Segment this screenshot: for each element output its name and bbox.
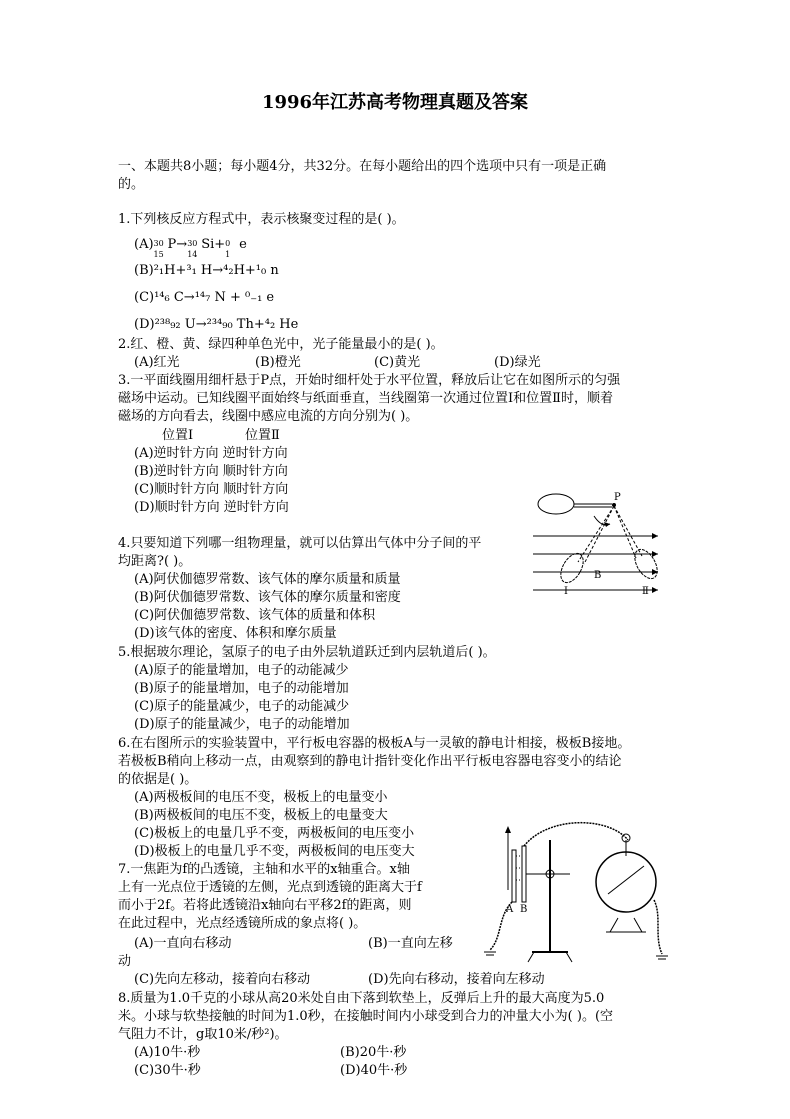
symbol: Si+ (201, 237, 226, 252)
q4-line1: 4.只要知道下列哪一组物理量，就可以估算出气体中分子间的平 (118, 536, 482, 551)
q6-line3: 的依据是( )。 (118, 772, 198, 787)
q2-option-b: (B)橙光 (255, 355, 301, 370)
q1-a-nuclide-e (225, 238, 239, 259)
q7-line2: 上有一光点位于透镜的左侧，光点到透镜的距离大于f (118, 880, 422, 895)
q3-fig-label-b: B (594, 570, 602, 581)
q5-option-d: (D)原子的能量减少，电子的动能增加 (134, 717, 350, 732)
q7-option-b: (B)一直向左移 (368, 936, 453, 951)
q3-option-a: (A)逆时针方向 逆时针方向 (134, 446, 288, 461)
q7-option-b-cont: 动 (118, 954, 132, 969)
q3-fig-label-ii: Ⅱ (642, 586, 649, 596)
q4-line2: 均距离?( )。 (118, 554, 192, 569)
q3-line1: 3.一平面线圈用细杆悬于P点，开始时细杆处于水平位置，释放后让它在如图所示的匀强 (118, 373, 621, 388)
q8-option-a: (A)10牛·秒 (134, 1045, 201, 1060)
q7-option-a: (A)一直向右移动 (134, 936, 232, 951)
q8-option-c: (C)30牛·秒 (134, 1063, 201, 1078)
section-intro-line2: 的。 (118, 177, 145, 192)
q3-option-c: (C)顺时针方向 顺时针方向 (134, 482, 289, 497)
section-intro-line1: 一、本题共8小题；每小题4分，共32分。在每小题给出的四个选项中只有一项是正确 (118, 159, 607, 174)
q8-line2: 米。小球与软垫接触的时间为1.0秒，在接触时间内小球受到合力的冲量大小为( )。(空 (118, 1009, 614, 1024)
arrow: → (176, 237, 188, 252)
q1-a-label: (A) (134, 237, 154, 252)
q6-option-a: (A)两极板间的电压不变，极板上的电量变小 (134, 790, 388, 805)
q3-header-position2: 位置Ⅱ (245, 428, 280, 443)
q2-option-a: (A)红光 (134, 355, 180, 370)
q6-line2: 若极板B稍向上移动一点，由观察到的静电计指针变化作出平行板电容器电容变小的结论 (118, 754, 622, 769)
q1-c-label: (C) (134, 290, 155, 305)
q3-line3: 磁场的方向看去，线圈中感应电流的方向分别为( )。 (118, 409, 419, 424)
q1-stem: 1.下列核反应方程式中，表示核聚变过程的是( )。 (118, 212, 405, 227)
q8-option-b: (B)20牛·秒 (340, 1045, 407, 1060)
q2-stem: 2.红、橙、黄、绿四种单色光中，光子能量最小的是( )。 (118, 337, 444, 352)
q1-b-label: (B) (134, 263, 154, 278)
q6-option-c: (C)极板上的电量几乎不变，两极板间的电压变小 (134, 826, 415, 841)
q8-line3: 气阻力不计，g取10米/秒²)。 (118, 1027, 288, 1042)
q1-option-d (134, 316, 298, 334)
q2-option-c: (C)黄光 (374, 355, 421, 370)
q1-option-c (134, 289, 274, 307)
q3-option-d: (D)顺时针方向 逆时针方向 (134, 500, 289, 515)
q8-line1: 8.质量为1.0千克的小球从高20米处自由下落到软垫上，反弹后上升的最大高度为5.0 (118, 991, 605, 1006)
q6-fig-label-a: A (506, 904, 514, 915)
q6-option-b: (B)两极板间的电压不变，极板上的电量变大 (134, 808, 388, 823)
q5-option-c: (C)原子的能量减少，电子的动能减少 (134, 699, 350, 714)
atomic-number: 1 (225, 249, 231, 259)
q1-option-b (134, 262, 279, 280)
mass-number: 0 (225, 238, 231, 248)
mass-number: 30 (153, 238, 164, 248)
q5-stem: 5.根据玻尔理论，氢原子的电子由外层轨道跃迁到内层轨道后( )。 (118, 645, 496, 660)
q1-a-nuclide-p (153, 238, 168, 259)
symbol: P (167, 237, 177, 252)
q4-option-c: (C)阿伏伽德罗常数、该气体的质量和体积 (134, 608, 376, 623)
q3-fig-label-i: I (564, 586, 568, 596)
mass-number: 30 (187, 238, 198, 248)
q8-option-d: (D)40牛·秒 (340, 1063, 408, 1078)
q3-figure-coil-magnetic-field (528, 484, 678, 596)
q5-option-b: (B)原子的能量增加，电子的动能增加 (134, 681, 349, 696)
atomic-number: 15 (153, 249, 164, 259)
q6-line1: 6.在右图所示的实验装置中，平行板电容器的极板A与一灵敏的静电计相接，极板B接地。 (118, 736, 631, 751)
q4-option-a: (A)阿伏伽德罗常数、该气体的摩尔质量和质量 (134, 572, 401, 587)
page-title: 1996年江苏高考物理真题及答案 (261, 92, 529, 113)
q1-d-equation: ²³⁸₉₂ U→²³⁴₉₀ Th+⁴₂ He (154, 317, 299, 332)
q3-fig-label-p: P (614, 492, 621, 503)
q6-figure-capacitor-electrometer (478, 820, 678, 970)
q5-option-a: (A)原子的能量增加，电子的动能减少 (134, 663, 349, 678)
q4-option-d: (D)该气体的密度、体积和摩尔质量 (134, 626, 337, 641)
q6-option-d: (D)极板上的电量几乎不变，两极板间的电压变大 (134, 844, 415, 859)
q7-option-c: (C)先向左移动，接着向右移动 (134, 972, 311, 987)
q3-line2: 磁场中运动。已知线圈平面始终与纸面垂直，当线圈第一次通过位置Ⅰ和位置Ⅱ时，顺着 (118, 391, 613, 406)
q2-option-d: (D)绿光 (494, 355, 541, 370)
q1-c-equation: ¹⁴₆ C→¹⁴₇ N + ⁰₋₁ e (154, 290, 275, 305)
q1-option-a (134, 236, 247, 259)
q7-option-d: (D)先向右移动，接着向左移动 (368, 972, 545, 987)
q7-line1: 7.一焦距为f的凸透镜，主轴和水平的x轴重合。x轴 (118, 862, 410, 877)
q7-line3: 而小于2f。若将此透镜沿x轴向右平移2f的距离，则 (118, 898, 412, 913)
q4-option-b: (B)阿伏伽德罗常数、该气体的摩尔质量和密度 (134, 590, 401, 605)
q6-fig-label-b: B (520, 904, 528, 915)
symbol: e (239, 237, 247, 252)
atomic-number: 14 (187, 249, 198, 259)
q1-d-label: (D) (134, 317, 155, 332)
q3-option-b: (B)逆时针方向 顺时针方向 (134, 464, 288, 479)
q3-header-position1: 位置Ⅰ (162, 428, 194, 443)
q1-a-nuclide-si (187, 238, 201, 259)
q7-line4: 在此过程中，光点经透镜所成的象点将( )。 (118, 916, 367, 931)
q1-b-equation: ²₁H+³₁ H→⁴₂H+¹₀ n (153, 263, 279, 278)
